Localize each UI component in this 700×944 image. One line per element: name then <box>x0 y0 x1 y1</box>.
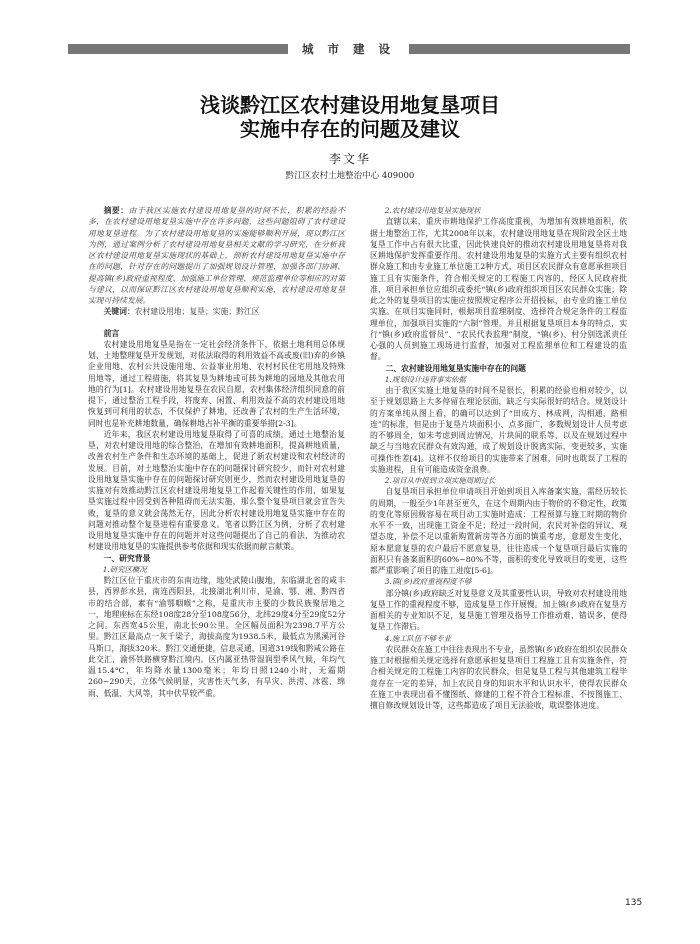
section-1-heading: 一、研究背景 <box>103 553 151 563</box>
section-2-3-heading: 3.镇(乡)政府重视程度不够 <box>384 577 472 587</box>
author-name: 李文华 <box>328 152 371 166</box>
article-title <box>0 93 700 141</box>
section-2-3-text: 部分镇(乡)政府缺乏对复垦意义及其重要性认识，导致对农村建设用地复垦工作的重视程度不够，造成复垦工作开展慢。加上镇(乡)政府在复垦方面相关的专业知识不足，复垦施工管理及指导工作推动难，错误多，使得复垦工作滞后。 <box>370 588 627 632</box>
left-column <box>88 205 345 699</box>
section-label: 城 市 建 设 <box>301 42 395 56</box>
keywords-label: 关键词： <box>103 307 135 317</box>
section-header-band <box>68 42 630 56</box>
preface-paragraph-2: 近年来，我区农村建设用地复垦取得了可喜的成绩，通过土地整治复垦，对农村建设用地的综合整治，在增加有效耕地面积，提高耕地质量，改善农村生产条件和生态环境的基础上，促进了新农村建设和农村经济的发展。目前，对土地整治实施中存在的问题探讨研究较少，而针对农村建设用地复垦实施中存在的问题探讨研究则更少，然而农村建设用地复垦的实施对有效推动黔江区农村建设用地复垦工作起着关键性的作用，如果复垦实施过程中因受到各种阻碍而无法实施，那么整个复垦项目就会宣告失败，复垦的意义就会荡然无存，因此分析农村建设用地复垦实施中存在的问题对推动整个复垦进程有重要意义。笔者以黔江区为例，分析了农村建设用地复垦实施中存在的问题并对这些问题提出了自己的看法，为推动农村建设用地复垦的实施提供参考依据和现实依据而献言献策。 <box>88 429 345 552</box>
section-1-2-text: 直辖以来，重庆市耕地保护工作高度重视，为增加有效耕地面积，依据土地整治工作，尤其2008年以来，农村建设用地复垦在现阶段全区土地复垦工作中占有很大比重，因此快速良好的推动农村建设用地复垦将对我区耕地保护发挥重要作用。农村建设用地复垦的实施方式主要有组织农村群众施工和由专业施工单位施工2种方式，项目区农民群众有意愿承担项目施工且有实施条件，符合相关规定的工程施工内容的，经区人民政府批准，项目承担单位应组织或委托“镇(乡)政府组织项目区农民群众实施；除此之外的复垦项目的实施应按照规定程序公开招投标，由专业的施工单位实施。在项目实施同时，根据项目监理制度，选择符合规定条件的工程监理单位，加强项目实施的“六制”管理。并且根据复垦项目本身的特点，实行“镇(乡)政府监督员”、“农民代表监理”制度，“镇(乡)、村分别选派责任心强的人员到施工现场进行监督，加强对工程监理单位和工程建设的监督。 <box>370 217 627 362</box>
header-rule-right <box>409 44 630 54</box>
abstract-text: 由于我区实施农村建设用地复垦的时间不长，积累的经验不多，在农村建设用地复垦实施中存在许多问题，这些问题阻碍了农村建设用地复垦进程。为了农村建设用地复垦的实施能够顺利开展，现以黔江区为例，通过案例分析了农村建设用地复垦相关文献的学习研究，在分析我区农村建设用地复垦实施现状的基础上，剖析农村建设用地复垦实施中存在的问题，针对存在的问题提出了加强规划设计管理、加强各部门协调、提高镇(乡)政府重视程度、加强施工单位管理、规范监理单位等相应的对策与建议，以而保证黔江区农村建设用地复垦顺利实施，农村建设用地复垦实现可持续发展。 <box>88 206 345 305</box>
preface-heading: 前言 <box>103 328 120 338</box>
page-number: 135 <box>625 898 643 908</box>
section-2-1-text: 由于我区实施土地复垦的时间不是很长，积累的经验也相对较少，以至于规划思路上大多停留在理论层面，缺乏与实际很好的结合。规划设计的方案单纯从图上看，的确可以达到了“田成方、林成网，沟相通，路相连”的标准，但是由于复垦片块面积小、点多面广，多数规划设计人员考虑的不够周全，如未考虑到周边情况，片块间的联系等，以及在规划过程中缺乏与当地农民群众有效沟通，成了规划设计脱离实际，变更较多，实施可操作性差[4]。这样不仅给项目的实施带来了困难，同时也耽误了工程的实施进程，且有可能造成资金浪费。 <box>370 386 627 474</box>
abstract <box>88 205 345 306</box>
right-column <box>370 205 627 711</box>
keywords <box>88 306 345 317</box>
section-2-heading: 二、农村建设用地复垦实施中存在的问题 <box>385 363 526 373</box>
section-2-2-heading: 2.项目从申报到立项实施周期过长 <box>384 476 496 485</box>
section-2-4-text: 农民群众在施工中往往表现出不专业，虽然镇(乡)政府在组织农民群众施工时根据相关规定选择有意愿承担复垦项目工程施工且有实施条件，符合相关规定的工程施工内容的农民群众，但是复垦工程与其他建筑工程毕竟存在一定的差异，加上农民自身的知识水平和认识水平，使得农民群众在施工中表现出看不懂图纸、修建的工程不符合工程标准、不按图施工、擅自修改规划设计等，这些都造成了项目无法验收，耽误整体进度。 <box>370 644 627 710</box>
section-1-1-heading: 1.研究区概况 <box>102 564 147 574</box>
preface-paragraph-1: 农村建设用地复垦是指在一定社会经济条件下，依据土地利用总体规划、土地整理复垦开发规划，对依法取得的利用效益不高或废(旧)弃的乡镇企业用地、农村公共设施用地、公益事业用地、农村村民住宅用地及特殊用地等，通过工程措施，将其复垦为耕地或可转为耕地的园地及其他农用地的行为[1]。农村建设用地复垦在农民自愿，农村集体经济组织同意的前提下，通过整治工程手段，将废弃、闲置、利用效益不高的农村建设用地恢复到可利用的状态，不仅保护了耕地，还改善了农村的生产生活环境，同时也是补充耕地数量，确保耕地占补平衡的重要举措[2-3]。 <box>88 339 345 428</box>
section-2-1-heading: 1.规划设计违背事实依据 <box>384 374 466 384</box>
section-1-1-text: 黔江区位于重庆市的东南边缘，地处武陵山腹地，东临湖北省的咸丰县，西界彭水县，南连西阳县，北接湖北利川市，是渝、鄂、湘、黔四省市的结合部，素有“渝鄂咽喉”之称，是重庆市主要的少数民族聚居地之一，地理座标在东经108度28分至108度56分，北纬29度4分至29度52分之间。东西宽45公里，南北长90公里。全区幅员面积为2398.7平方公里。黔江区最高点一灰千梁子，海拔高度为1938.5米，最低点为黑溪河谷马斯口，海拔320米。黔江交通便捷，信息灵通，国道319线和黔咸公路在此交汇，渝怀铁路横穿黔江境内。区内属亚热带湿润型季风气候，年均气温15.4°C，年均降水量1300毫米；年均日照1240小时，无霜期260~290天，立体气候明显，灾害性天气多，有旱灾、洪涝、冰雹、绵雨、低温、大风等，其中伏旱较严重。 <box>88 576 345 698</box>
header-rule-left <box>68 44 288 54</box>
section-2-2-text: 自复垦项目承担单位申请项目开始到项目入库备案实施，需经历较长的周期，一般至少1年甚至更久，在这个周期内由于物价的不稳定性，政策的变化等原因极容易在项目动工实施时造成：工程预算与施工时期的物价水平不一致，出现施工资金不足；经过一段时间，农民对补偿的异议、观望态度，补偿不足以重新购置新房等各方面的慎重考虑，意愿发生变化，原本愿意复垦的农户最后不愿意复垦，往往造成一个复垦项目最后实施的面积只有备案面积的60%~80%不等，面积的变化导致项目的变更，这些都严重影响了项目的施工进度[5-6]。 <box>370 487 627 575</box>
section-2-4-heading: 4.施工队伍不够专业 <box>384 633 451 643</box>
title-line-1: 浅谈黔江区农村建设用地复垦项目 <box>200 93 500 117</box>
title-line-2: 实施中存在的问题及建议 <box>240 117 460 141</box>
author-affiliation: 黔江区农村土地整治中心 409000 <box>285 171 415 181</box>
section-1-2-heading: 2.农村建设用地复垦实施现状 <box>384 206 481 215</box>
keywords-text: 农村建设用地；复垦；实施；黔江区 <box>134 307 260 317</box>
abstract-label: 摘要： <box>103 206 129 215</box>
